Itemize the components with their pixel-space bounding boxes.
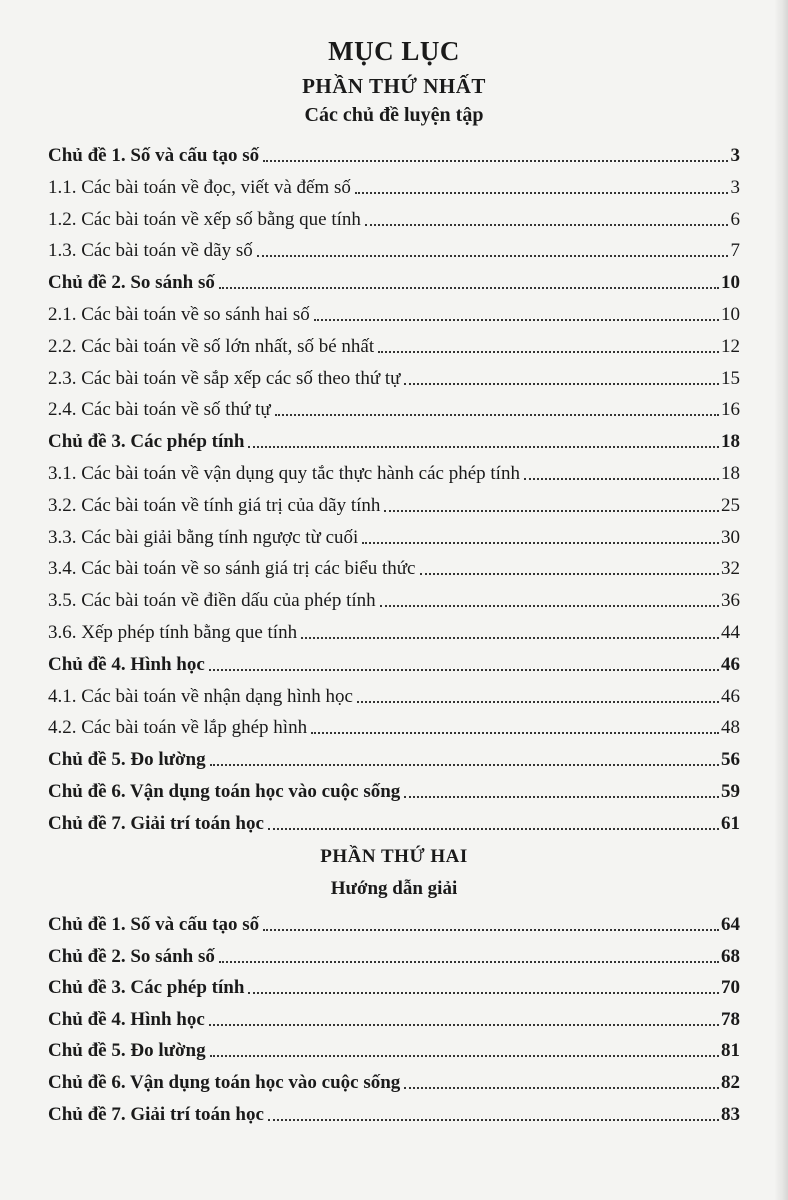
dot-leader <box>357 700 719 703</box>
toc-entry-label: 3.1. Các bài toán về vận dụng quy tắc thực hành các phép tính <box>48 463 520 484</box>
toc-entry-page-number: 10 <box>721 272 740 294</box>
toc-entry-page-number: 36 <box>721 590 740 612</box>
toc-entry[interactable] <box>48 712 740 740</box>
toc-entry-page-number: 68 <box>721 945 740 967</box>
dot-leader <box>314 318 719 321</box>
toc-entry[interactable] <box>48 681 740 709</box>
toc-entry-page-number: 18 <box>721 463 740 484</box>
toc-entry[interactable] <box>48 617 740 645</box>
dot-leader <box>219 960 719 963</box>
toc-entry[interactable] <box>48 776 740 804</box>
toc-entry-label: Chủ đề 4. Hình học <box>48 653 205 675</box>
toc-entry-page-number: 10 <box>721 304 740 325</box>
toc-entry-label: 3.6. Xếp phép tính bằng que tính <box>48 622 298 643</box>
toc-entry-label: 1.1. Các bài toán về đọc, viết và đếm số <box>48 176 351 198</box>
toc-entry[interactable] <box>48 553 740 581</box>
dot-leader <box>420 572 720 575</box>
page-edge-shadow <box>774 0 788 1200</box>
toc-entry[interactable] <box>48 649 740 677</box>
dot-leader <box>404 1086 719 1089</box>
toc-entry-page-number: 56 <box>721 749 740 771</box>
toc-entry-page-number: 3 <box>730 176 740 198</box>
dot-leader <box>275 413 719 416</box>
toc-entry[interactable] <box>48 331 740 359</box>
dot-leader <box>210 763 719 766</box>
dot-leader <box>404 382 719 385</box>
toc-entry-label: Chủ đề 4. Hình học <box>48 1008 205 1030</box>
toc-entry[interactable] <box>48 972 740 1000</box>
toc-entry[interactable] <box>48 585 740 613</box>
dot-leader <box>362 541 719 544</box>
toc-entry-page-number: 7 <box>730 240 740 262</box>
toc-entry-label: 1.2. Các bài toán về xếp số bằng que tính <box>48 208 361 230</box>
dot-leader <box>365 223 728 226</box>
toc-entry-page-number: 15 <box>721 367 740 389</box>
toc-entry-label: Chủ đề 7. Giải trí toán học <box>48 812 264 834</box>
toc-entry-page-number: 64 <box>721 914 740 935</box>
toc-entry-page-number: 46 <box>721 653 740 675</box>
dot-leader <box>210 1054 719 1057</box>
toc-entry[interactable] <box>48 1067 740 1095</box>
dot-leader <box>248 991 719 994</box>
toc-entry[interactable] <box>48 267 740 295</box>
toc-entry-page-number: 82 <box>721 1072 740 1093</box>
toc-entry-label: Chủ đề 3. Các phép tính <box>48 977 245 999</box>
toc-entry-label: Chủ đề 6. Vận dụng toán học vào cuộc sống <box>48 1072 401 1093</box>
toc-entry-label: 2.4. Các bài toán về số thứ tự <box>48 399 271 421</box>
toc-entry[interactable] <box>48 363 740 391</box>
dot-leader <box>301 636 719 639</box>
dot-leader <box>311 731 719 734</box>
dot-leader <box>355 191 728 194</box>
toc-entry[interactable] <box>48 909 740 937</box>
dot-leader <box>209 668 719 671</box>
part-one-subheading: Các chủ đề luyện tập <box>304 104 484 126</box>
toc-entry-label: 3.4. Các bài toán về so sánh giá trị các biểu thức <box>48 558 416 580</box>
toc-entry[interactable] <box>48 941 740 969</box>
toc-entry-label: 2.3. Các bài toán về sắp xếp các số theo thứ tự <box>48 367 401 389</box>
dot-leader <box>404 795 719 798</box>
toc-entry-label: Chủ đề 5. Đo lường <box>48 749 206 771</box>
toc-entry-label: Chủ đề 2. So sánh số <box>48 945 215 967</box>
toc-entry[interactable] <box>48 140 740 168</box>
toc-entry[interactable] <box>48 522 740 550</box>
toc-entry-label: Chủ đề 7. Giải trí toán học <box>48 1103 264 1125</box>
toc-entry-page-number: 78 <box>721 1008 740 1030</box>
toc-entry-label: Chủ đề 1. Số và cấu tạo số <box>48 145 260 166</box>
toc-entry[interactable] <box>48 490 740 518</box>
dot-leader <box>268 827 719 830</box>
toc-entry[interactable] <box>48 808 740 836</box>
toc-entry-page-number: 83 <box>721 1103 740 1125</box>
toc-entry-page-number: 61 <box>721 812 740 834</box>
toc-entry-label: 3.2. Các bài toán về tính giá trị của dãy tính <box>48 494 381 516</box>
toc-entry[interactable] <box>48 1099 740 1127</box>
toc-entry-label: 2.2. Các bài toán về số lớn nhất, số bé nhất <box>48 335 375 357</box>
part-one-heading: PHẦN THỨ NHẤT <box>302 74 486 98</box>
toc-entry[interactable] <box>48 172 740 200</box>
toc-entry-page-number: 46 <box>721 685 740 707</box>
toc-entry-page-number: 32 <box>721 558 740 580</box>
toc-entry-label: Chủ đề 5. Đo lường <box>48 1040 206 1062</box>
toc-title: MỤC LỤC <box>328 36 460 66</box>
dot-leader <box>263 928 719 931</box>
dot-leader <box>380 604 719 607</box>
toc-entry-page-number: 25 <box>721 494 740 516</box>
toc-entry-page-number: 18 <box>721 431 740 453</box>
toc-entry[interactable] <box>48 235 740 263</box>
toc-entry-page-number: 59 <box>721 781 740 802</box>
toc-entry-label: Chủ đề 1. Số và cấu tạo số <box>48 914 260 935</box>
toc-entry-label: 2.1. Các bài toán về so sánh hai số <box>48 304 310 325</box>
part-two-heading: PHẦN THỨ HAI <box>320 846 468 867</box>
toc-entry-page-number: 30 <box>721 526 740 548</box>
toc-entry[interactable] <box>48 1035 740 1063</box>
toc-entry-label: Chủ đề 3. Các phép tính <box>48 431 245 453</box>
toc-entry-page-number: 16 <box>721 399 740 421</box>
toc-entry[interactable] <box>48 204 740 232</box>
toc-entry-label: 3.5. Các bài toán về điền dấu của phép tính <box>48 590 376 612</box>
toc-entry-page-number: 6 <box>730 208 740 230</box>
dot-leader <box>524 477 719 480</box>
toc-entry-page-number: 48 <box>721 717 740 739</box>
toc-entry-label: 3.3. Các bài giải bằng tính ngược từ cuối <box>48 526 359 548</box>
dot-leader <box>268 1118 719 1121</box>
toc-entry-label: 4.2. Các bài toán về lắp ghép hình <box>48 717 308 739</box>
toc-entry[interactable] <box>48 744 740 772</box>
dot-leader <box>209 1023 719 1026</box>
toc-entry[interactable] <box>48 1004 740 1032</box>
toc-entry-page-number: 12 <box>721 335 740 357</box>
toc-entry[interactable] <box>48 299 740 327</box>
dot-leader <box>384 509 719 512</box>
toc-entry-page-number: 44 <box>721 622 740 643</box>
toc-entry-label: Chủ đề 6. Vận dụng toán học vào cuộc sống <box>48 781 401 802</box>
dot-leader <box>263 159 728 162</box>
toc-entry[interactable] <box>48 426 740 454</box>
toc-entry-label: 1.3. Các bài toán về dãy số <box>48 240 253 262</box>
dot-leader <box>257 254 728 257</box>
toc-entry-page-number: 3 <box>730 145 740 166</box>
dot-leader <box>219 286 719 289</box>
toc-entry-label: Chủ đề 2. So sánh số <box>48 272 215 294</box>
part-two-subheading: Hướng dẫn giải <box>330 878 458 899</box>
dot-leader <box>248 445 719 448</box>
toc-entry-label: 4.1. Các bài toán về nhận dạng hình học <box>48 685 353 707</box>
dot-leader <box>378 350 719 353</box>
toc-entry[interactable] <box>48 458 740 486</box>
toc-entry[interactable] <box>48 394 740 422</box>
toc-entry-page-number: 70 <box>721 977 740 999</box>
toc-entry-page-number: 81 <box>721 1040 740 1062</box>
